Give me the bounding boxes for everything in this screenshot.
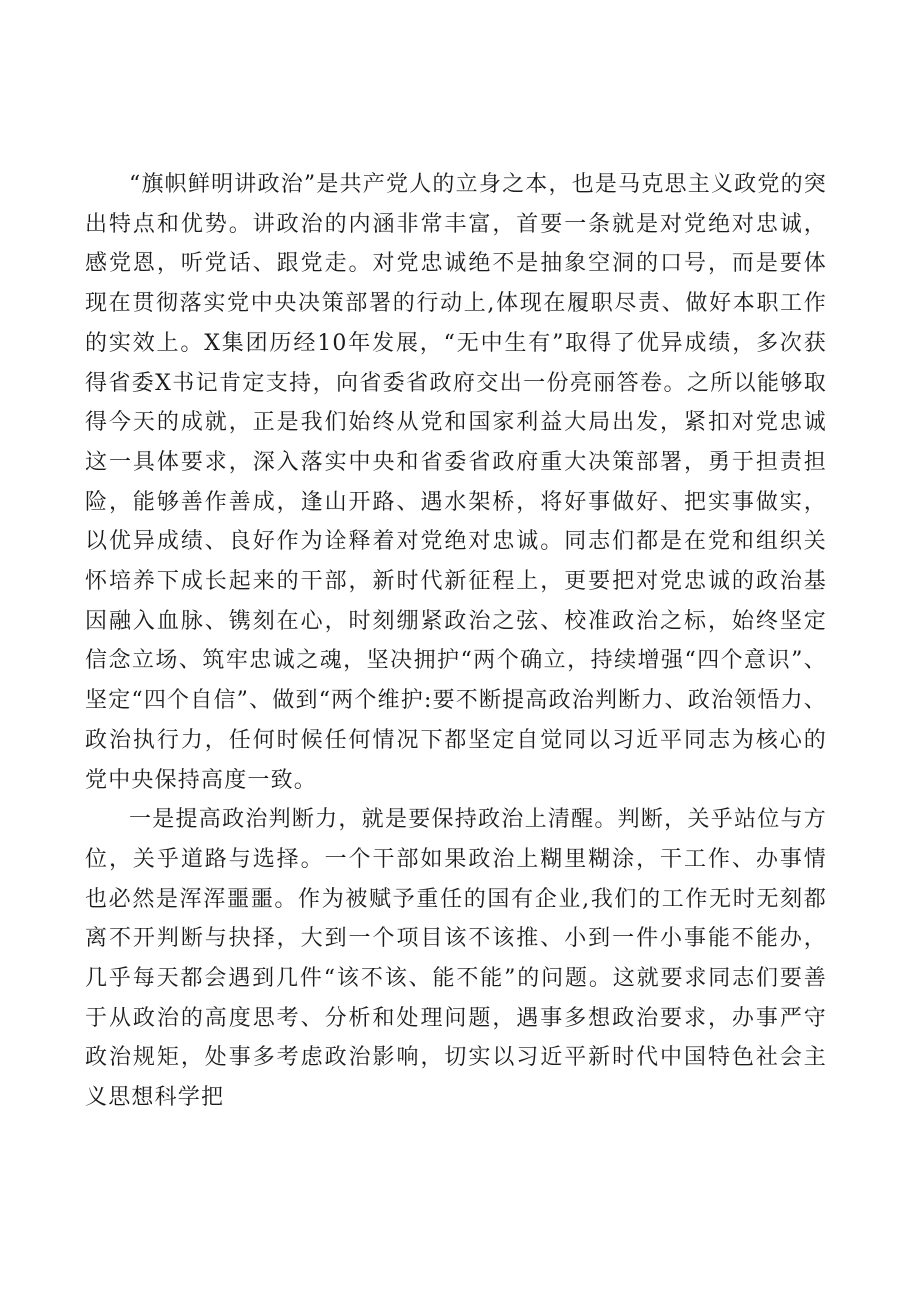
document-body (85, 165, 827, 1118)
paragraph-1: “旗帜鲜明讲政治”是共产党人的立身之本，也是马克思主义政党的突出特点和优势。讲政治的内涵非常丰富，首要一条就是对党绝对忠诚，感党恩，听党话、跟党走。对党忠诚绝不是抽象空洞的口号，而是要体现在贯彻落实党中央决策部署的行动上,体现在履职尽责、做好本职工作的实效上。X集团历经10年发展，“无中生有”取得了优异成绩，多次获得省委X书记肯定支持，向省委省政府交出一份亮丽答卷。之所以能够取得今天的成就，正是我们始终从党和国家利益大局出发，紧扣对党忠诚这一具体要求，深入落实中央和省委省政府重大决策部署，勇于担责担险，能够善作善成，逢山开路、遇水架桥，将好事做好、把实事做实，以优异成绩、良好作为诠释着对党绝对忠诚。同志们都是在党和组织关怀培养下成长起来的干部，新时代新征程上，更要把对党忠诚的政治基因融入血脉、镌刻在心，时刻绷紧政治之弦、校准政治之标，始终坚定信念立场、筑牢忠诚之魂，坚决拥护“两个确立，持续增强“四个意识”、坚定“四个自信”、做到“两个维护:要不断提高政治判断力、政治领悟力、政治执行力，任何时候任何情况下都坚定自觉同以习近平同志为核心的党中央保持高度一致。 (85, 172, 827, 793)
paragraph-2: 一是提高政治判断力，就是要保持政治上清醒。判断，关乎站位与方位，关乎道路与选择。一个干部如果政治上糊里糊涂，干工作、办事情也必然是浑浑噩噩。作为被赋予重任的国有企业,我们的工作无时无刻都离不开判断与抉择，大到一个项目该不该推、小到一件小事能不能办，几乎每天都会遇到几件“该不该、能不能”的问题。这就要求同志们要善于从政治的高度思考、分析和处理问题，遇事多想政治要求，办事严守政治规矩，处事多考虑政治影响，切实以习近平新时代中国特色社会主义思想科学把 (85, 807, 827, 1111)
